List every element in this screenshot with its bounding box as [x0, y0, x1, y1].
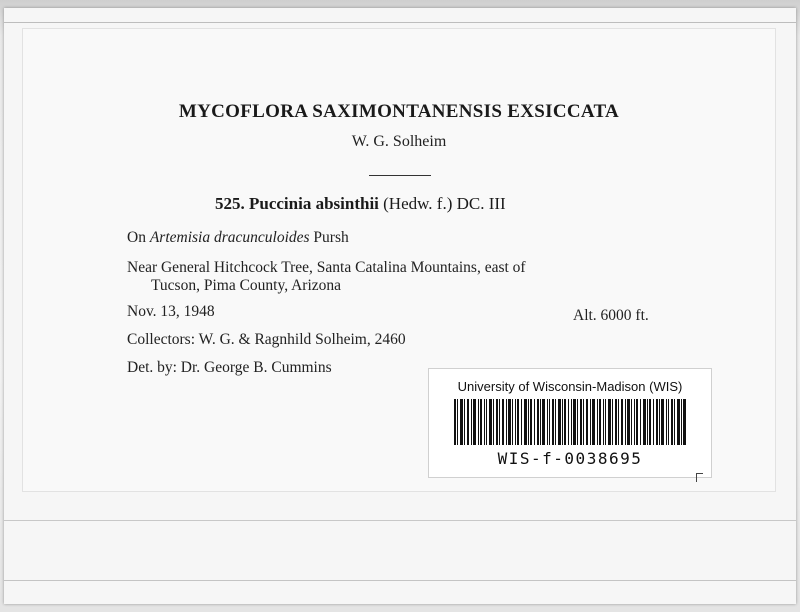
- packet-fold-bottom: [4, 520, 796, 521]
- barcode-label: [428, 368, 712, 478]
- species-authority: (Hedw. f.) DC. III: [383, 194, 506, 213]
- species-line: [215, 194, 506, 214]
- exsiccata-number: 525.: [215, 194, 245, 213]
- barcode-image: [454, 399, 686, 445]
- packet-fold-top: [4, 22, 796, 23]
- label-author: W. G. Solheim: [351, 133, 447, 150]
- host-authority: Pursh: [313, 229, 349, 246]
- host-prefix: On: [127, 229, 146, 246]
- title-divider: [369, 175, 431, 176]
- corner-mark: [696, 473, 703, 482]
- species-name: Puccinia absinthii: [249, 194, 379, 213]
- collectors: Collectors: W. G. & Ragnhild Solheim, 2460: [127, 331, 406, 348]
- catalog-number: WIS-f-0038695: [497, 449, 643, 468]
- locality-line-2: Tucson, Pima County, Arizona: [151, 277, 342, 294]
- collection-date: Nov. 13, 1948: [127, 303, 215, 320]
- determiner: Det. by: Dr. George B. Cummins: [127, 359, 332, 376]
- host-line: [127, 229, 349, 247]
- host-name: Artemisia dracunculoides: [149, 229, 310, 246]
- packet-fold-lower: [4, 580, 796, 581]
- altitude: Alt. 6000 ft.: [573, 307, 649, 324]
- label-title: MYCOFLORA SAXIMONTANENSIS EXSICCATA: [178, 101, 620, 122]
- institution-name: University of Wisconsin-Madison (WIS): [457, 379, 683, 394]
- locality-line-1: Near General Hitchcock Tree, Santa Catalina Mountains, east of: [127, 259, 526, 276]
